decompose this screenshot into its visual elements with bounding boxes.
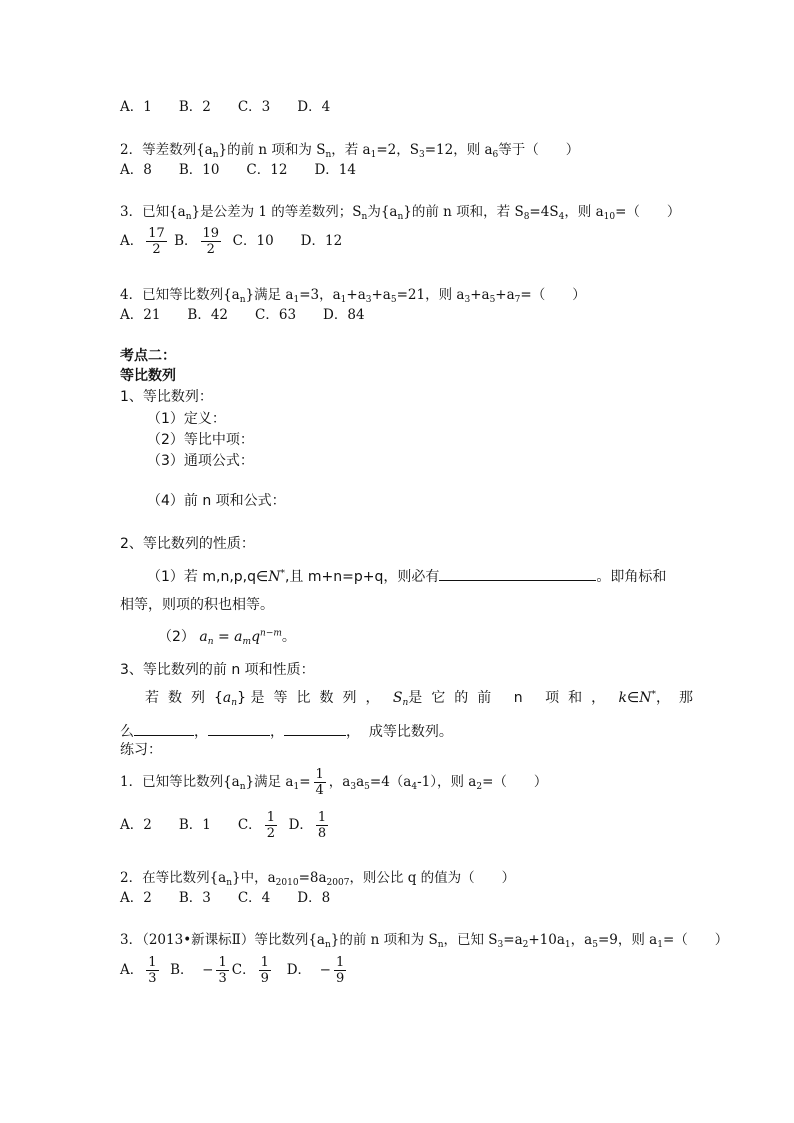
formula-a: a (199, 629, 208, 645)
numerator: 1 (315, 767, 324, 782)
e1-options-text: A．2 B．1 C． (120, 817, 262, 833)
formula-q: q (251, 629, 261, 645)
q4-text: +a (371, 287, 391, 303)
e3-text: ，a (570, 932, 593, 948)
e3-option-b-fraction (216, 955, 228, 986)
e1-text: =4（a (369, 774, 412, 790)
e3-option-b-label: B． (170, 962, 194, 978)
sum-property-text: 么 (120, 724, 134, 740)
answer-blank[interactable] (439, 566, 596, 581)
e1-text: 1．已知等比数列{a (120, 774, 240, 790)
property-2-label: （2） (158, 629, 195, 645)
q4-options: A．21 B．42 C．63 D．84 (120, 307, 365, 323)
denominator: 3 (148, 971, 157, 986)
e2-text: 2．在等比数列{a (120, 870, 227, 886)
exercise-2-options: A．2 B．3 C．4 D．8 (120, 890, 331, 906)
q3-sub: n (361, 212, 368, 222)
numerator: 1 (148, 955, 157, 970)
q1-options: A．1 B．2 C．3 D．4 (120, 99, 331, 115)
q4-sub: 3 (365, 295, 372, 305)
q4-sub: 3 (464, 295, 471, 305)
denominator: 9 (335, 971, 345, 986)
q2-text: =12，则 a (424, 142, 493, 158)
sequence-a: a (222, 690, 232, 706)
q3-options (120, 226, 342, 257)
e3-sub: 3 (497, 940, 504, 950)
q3-sub: n (185, 212, 192, 222)
sum-property-text: 是它的前 n 项和， (408, 690, 615, 706)
e1-option-c-fraction (265, 810, 277, 841)
formula-exponent: n−m (260, 628, 282, 639)
q4-text: +a (346, 287, 366, 303)
item-sum-formula: （4）前 n 项和公式： (147, 493, 286, 509)
q2-options: A．8 B．10 C．12 D．14 (120, 162, 356, 178)
e3-text: ，已知 S (443, 932, 498, 948)
denominator: 4 (315, 783, 324, 798)
e3-option-c-fraction (259, 955, 271, 986)
subsection-1-heading: 1、等比数列： (120, 389, 213, 405)
e3-option-a-fraction (146, 955, 158, 986)
e3-option-d-fraction (334, 955, 346, 986)
subsection-2-heading: 2、等比数列的性质： (120, 536, 255, 552)
q4-text: }满足 a (245, 287, 294, 303)
q2-stem (120, 141, 579, 159)
natural-number-symbol: N (268, 569, 281, 585)
sum-property-text: 是等比数列， (250, 690, 389, 706)
exercise-1-options (120, 810, 331, 841)
e3-text: =（ ） (662, 932, 729, 948)
numerator: 1 (266, 810, 275, 825)
q2-text: ，若 a (331, 142, 371, 158)
e2-sub: 2007 (326, 878, 350, 888)
q2-sub: n (325, 150, 332, 160)
e2-sub: 2010 (275, 878, 299, 888)
numerator: 1 (317, 810, 327, 825)
q3-text: ，则 a (564, 204, 604, 220)
e1-sub: 3 (350, 782, 357, 792)
q3-option-a-label: A． (120, 233, 144, 249)
subsection-3-heading: 3、等比数列的前 n 项和性质： (120, 662, 315, 678)
q3-text: =4S (529, 204, 559, 220)
formula-eq-am: = a (213, 629, 243, 645)
sum-s: S (392, 690, 403, 706)
property-1 (147, 566, 666, 586)
q3-option-b-label: B． (174, 233, 198, 249)
q3-sub: 4 (558, 212, 565, 222)
numerator: 1 (260, 955, 269, 970)
numerator: 1 (335, 955, 345, 970)
answer-blank[interactable] (284, 721, 346, 736)
e3-text: =9，则 a (597, 932, 658, 948)
e2-text: ，则公比 q 的值为（ ） (349, 870, 516, 886)
e1-option-d-label: D． (288, 817, 313, 833)
e3-text: +10a (528, 932, 565, 948)
q4-text: +a (470, 287, 490, 303)
e2-sub: n (226, 878, 233, 888)
formula-end: 。 (281, 629, 296, 645)
star-superscript: * (651, 689, 656, 700)
q4-sub: 1 (293, 295, 300, 305)
e1-text: =（ ） (482, 774, 548, 790)
q3-sub: 10 (603, 212, 616, 222)
exercise-1-stem (120, 767, 547, 798)
q3-option-b-fraction (201, 226, 222, 257)
denominator: 2 (206, 242, 215, 257)
formula-sub: m (242, 637, 252, 647)
item-general-term: （3）通项公式： (147, 453, 254, 469)
sum-sub: n (402, 698, 409, 708)
e3-option-a-label: A． (120, 962, 144, 978)
natural-number-symbol: N (639, 690, 652, 706)
q3-text: 为{a (367, 204, 398, 220)
e1-sub: 1 (293, 782, 300, 792)
e3-sub: n (324, 940, 331, 950)
e3-option-d-label: D． (286, 962, 312, 978)
q3-text: =（ ） (615, 204, 681, 220)
exercise-3-options (120, 955, 349, 986)
item-definition: （1）定义： (147, 411, 226, 427)
e2-text: =8a (298, 870, 327, 886)
sum-property-line2 (120, 721, 453, 741)
sum-property-text: 若数列 (145, 690, 214, 706)
property-2 (158, 628, 296, 646)
numerator: 19 (202, 226, 220, 241)
q4-text: =21，则 a (396, 287, 465, 303)
q4-stem (120, 286, 586, 304)
numerator: 17 (148, 226, 165, 241)
denominator: 9 (260, 971, 269, 986)
q4-text: =（ ） (520, 287, 586, 303)
denominator: 3 (218, 971, 227, 986)
e1-sub: 2 (476, 782, 483, 792)
numerator: 1 (218, 955, 227, 970)
e3-sub: 5 (592, 940, 598, 950)
exercise-heading: 练习： (120, 742, 162, 758)
q2-sub: 6 (492, 150, 499, 160)
q2-text: 等于（ ） (498, 142, 580, 158)
e1-option-d-fraction (316, 810, 328, 841)
e3-sub: 1 (564, 940, 571, 950)
star-superscript: * (280, 568, 285, 579)
q3-option-a-fraction (146, 226, 167, 257)
answer-blank[interactable] (134, 721, 194, 736)
e3-text: }的前 n 项和为 S (330, 932, 438, 948)
q2-sub: n (212, 150, 219, 160)
denominator: 8 (317, 826, 327, 841)
property-1-text: （1）若 m,n,p,q (147, 569, 256, 585)
exercise-3-stem (120, 931, 728, 949)
q4-sub: 7 (514, 295, 521, 305)
q2-sub: 3 (418, 150, 425, 160)
k-symbol: k (618, 690, 628, 706)
e3-sub: n (437, 940, 444, 950)
q4-sub: 5 (489, 295, 496, 305)
separator: ， (346, 724, 360, 740)
e1-sub: n (239, 782, 246, 792)
e3-option-c-label: C． (231, 962, 256, 978)
separator: ， (194, 724, 208, 740)
e1-text: ，a (328, 774, 351, 790)
q2-text: =2，S (376, 142, 419, 158)
sequence-sub: n (231, 698, 238, 708)
q3-sub: 8 (523, 212, 530, 222)
minus-sign: − (202, 962, 214, 978)
e1-text: }满足 a (245, 774, 294, 790)
q3-text: }的前 n 项和，若 S (403, 204, 524, 220)
q4-sub: 1 (340, 295, 347, 305)
e2-text: }中，a (232, 870, 276, 886)
answer-blank[interactable] (208, 721, 270, 736)
q3-text: 3．已知{a (120, 204, 186, 220)
item-geometric-mean: （2）等比中项： (147, 432, 254, 448)
e1-sub: 4 (411, 782, 418, 792)
element-of-symbol: ∈ (256, 569, 269, 585)
q4-sub: n (239, 295, 246, 305)
e3-sub: 1 (657, 940, 663, 950)
e3-text: =a (503, 932, 523, 948)
section-heading: 考点二： (120, 348, 176, 364)
q2-text: 2．等差数列{a (120, 142, 213, 158)
sum-property-text: ，那 (655, 690, 702, 706)
denominator: 2 (152, 242, 161, 257)
separator: ， (270, 724, 284, 740)
exercise-2-stem (120, 869, 515, 887)
minus-sign: − (319, 962, 331, 978)
e3-text: 3．（2013•新课标Ⅱ）等比数列{a (120, 932, 325, 948)
q4-text: =3，a (299, 287, 341, 303)
e1-a1-fraction (314, 767, 326, 798)
q3-stem (120, 203, 680, 221)
denominator: 2 (266, 826, 275, 841)
sum-property-line1: 若数列$\{a_n\}$ 是等比数列， $S_n$是它的前 n 项和， k∈N*，那 (145, 689, 702, 708)
q2-sub: 1 (370, 150, 377, 160)
q2-text: }的前 n 项和为 S (218, 142, 326, 158)
property-1-text: 。即角标和 (596, 569, 667, 585)
element-of-symbol: ∈ (627, 690, 640, 706)
q4-text: +a (495, 287, 515, 303)
q4-sub: 5 (390, 295, 397, 305)
q3-sub: n (397, 212, 404, 222)
e1-text: = (299, 774, 311, 790)
property-1-continued: 相等，则项的积也相等。 (120, 597, 274, 613)
q3-option-rest: C．10 D．12 (232, 233, 343, 249)
formula-sub: n (207, 637, 214, 647)
section-title: 等比数列 (120, 368, 176, 384)
e3-sub: 2 (522, 940, 529, 950)
e1-text: a (356, 774, 365, 790)
sum-property-text: 成等比数列。 (368, 724, 453, 740)
e1-text: -1），则 a (417, 774, 477, 790)
q3-text: }是公差为 1 的等差数列；S (191, 204, 362, 220)
e1-sub: 5 (364, 782, 370, 792)
property-1-text: ,且 m+n=p+q，则必有 (284, 569, 440, 585)
q4-text: 4．已知等比数列{a (120, 287, 240, 303)
